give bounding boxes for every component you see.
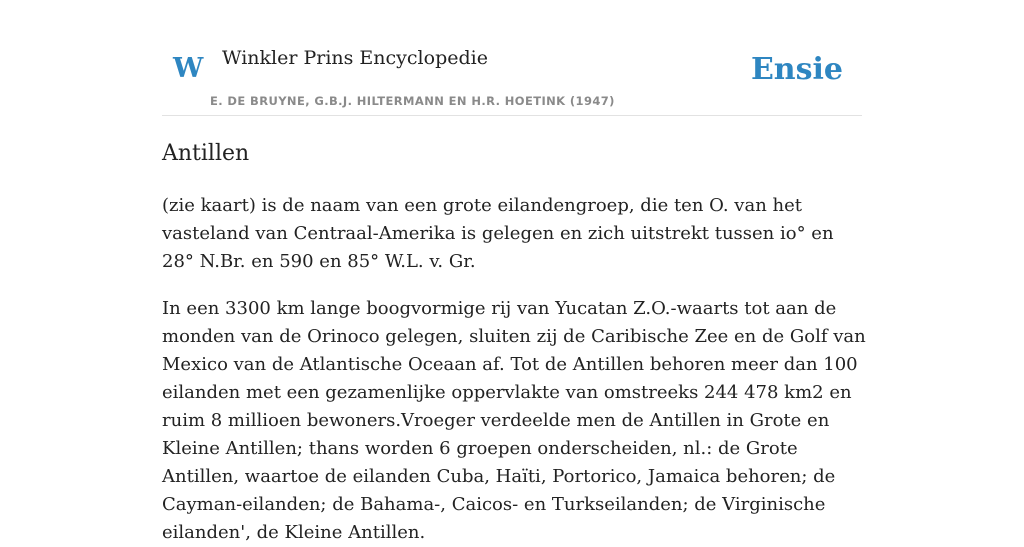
article-title: Antillen [162, 141, 250, 166]
article-paragraph: (zie kaart) is de naam van een grote eilandengroep, die ten O. van het vasteland van Centraal-Amerika is gelegen en zich uitstrekt tussen io° en 28° N.Br. en 590 en 85° W.L. v. Gr. [162, 195, 834, 272]
book-logo[interactable]: W [173, 53, 204, 84]
article [162, 136, 866, 547]
book-title-link[interactable]: Winkler Prins Encyclopedie [222, 47, 488, 69]
site-header [162, 0, 862, 116]
ensie-logo[interactable]: Ensie [750, 52, 843, 87]
book-authors: E. DE BRUYNE, G.B.J. HILTERMANN EN H.R. HOETINK (1947) [210, 94, 615, 108]
article-paragraph: In een 3300 km lange boogvormige rij van Yucatan Z.O.-waarts tot aan de monden van de Orinoco gelegen, sluiten zij de Caribische Zee en de Golf van Mexico van de Atlantische Oceaan af. Tot de Antillen behoren meer dan 100 eilanden met een gezamenlijke oppervlakte van omstreeks 244 478 km2 en ruim 8 millioen bewoners.Vroeger verdeelde men de Antillen in Grote en Kleine Antillen; thans worden 6 groepen onderscheiden, nl.: de Grote Antillen, waartoe de eilanden Cuba, Haïti, Portorico, Jamaica behoren; de Cayman-eilanden; de Bahama-, Caicos- en Turkseilanden; de Virginische eilanden', de Kleine Antillen. [162, 298, 866, 543]
